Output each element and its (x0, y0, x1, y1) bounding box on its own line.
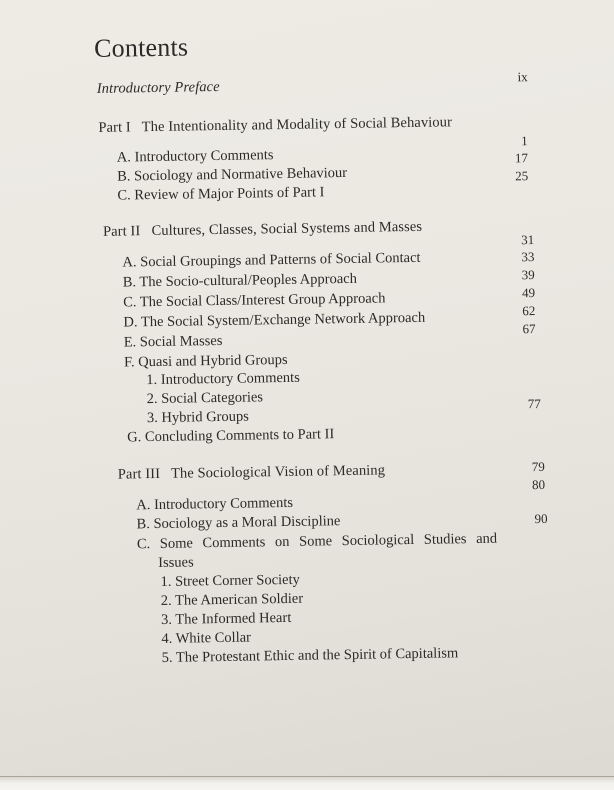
toc-entry: G. Concluding Comments to Part II (127, 426, 335, 446)
toc-entry: B. Sociology and Normative Behaviour (117, 164, 348, 185)
toc-entry: C. The Social Class/Interest Group Approach (123, 290, 386, 311)
preface-label: Introductory Preface (96, 78, 220, 97)
toc-subentry: 3. The Informed Heart (160, 609, 292, 628)
toc-subentry: 2. Social Categories (146, 389, 264, 408)
toc-entry: B. Sociology as a Moral Discipline (136, 513, 341, 533)
toc-page-number: 79 (531, 458, 545, 475)
toc-page-number: 1 (521, 133, 528, 149)
part3-heading (118, 463, 385, 482)
part2-heading (103, 220, 422, 240)
toc-entry: A. Introductory Comments (136, 494, 294, 514)
toc-entry: F. Quasi and Hybrid Groups (123, 351, 288, 371)
toc-page-number: 67 (522, 321, 536, 337)
toc-subentry: 4. White Collar (161, 629, 252, 647)
toc-subentry: 3. Hybrid Groups (146, 408, 249, 427)
toc-page-number: 17 (514, 150, 529, 166)
toc-entry: C. Some Comments on Some Sociological Studies and (136, 530, 498, 553)
toc-subentry: 5. The Protestant Ethic and the Spirit of Capitalism (161, 645, 459, 666)
page-edge (0, 776, 614, 790)
toc-page-number: 62 (522, 303, 536, 319)
toc-page-number: 33 (521, 249, 535, 265)
toc-entry: E. Social Masses (123, 332, 223, 351)
toc-page-number: 77 (527, 395, 541, 412)
preface-page: ix (517, 69, 528, 85)
toc-page-number: 49 (521, 285, 536, 301)
toc-entry: A. Social Groupings and Patterns of Social Contact (122, 249, 421, 271)
toc-entry: C. Review of Major Points of Part I (117, 184, 325, 204)
toc-page-number: 31 (521, 232, 535, 248)
toc-entry: A. Introductory Comments (116, 147, 274, 166)
toc-subentry: 2. The American Soldier (160, 590, 304, 609)
part3-heading-text: Part III The Sociological Vision of Meaning (117, 462, 386, 483)
toc-subentry: 1. Introductory Comments (146, 369, 300, 389)
toc-page-number: 90 (534, 510, 548, 527)
toc-entry: D. The Social System/Exchange Network Approach (123, 309, 426, 331)
toc-entry: B. The Socio-cultural/Peoples Approach (122, 270, 358, 291)
page-title: Contents (93, 32, 189, 63)
toc-page-number: 39 (521, 267, 535, 283)
part1-heading (98, 115, 452, 135)
part2-heading-text: Part II Cultures, Classes, Social Systems and Masses (102, 218, 423, 240)
toc-page-number: 80 (531, 476, 546, 493)
toc-subentry: 1. Street Corner Society (160, 571, 300, 590)
toc-entry-continuation: Issues (158, 554, 194, 571)
part1-heading-text: Part I The Intentionality and Modality of Social Behaviour (98, 114, 453, 136)
toc-page-number: 25 (515, 168, 529, 184)
